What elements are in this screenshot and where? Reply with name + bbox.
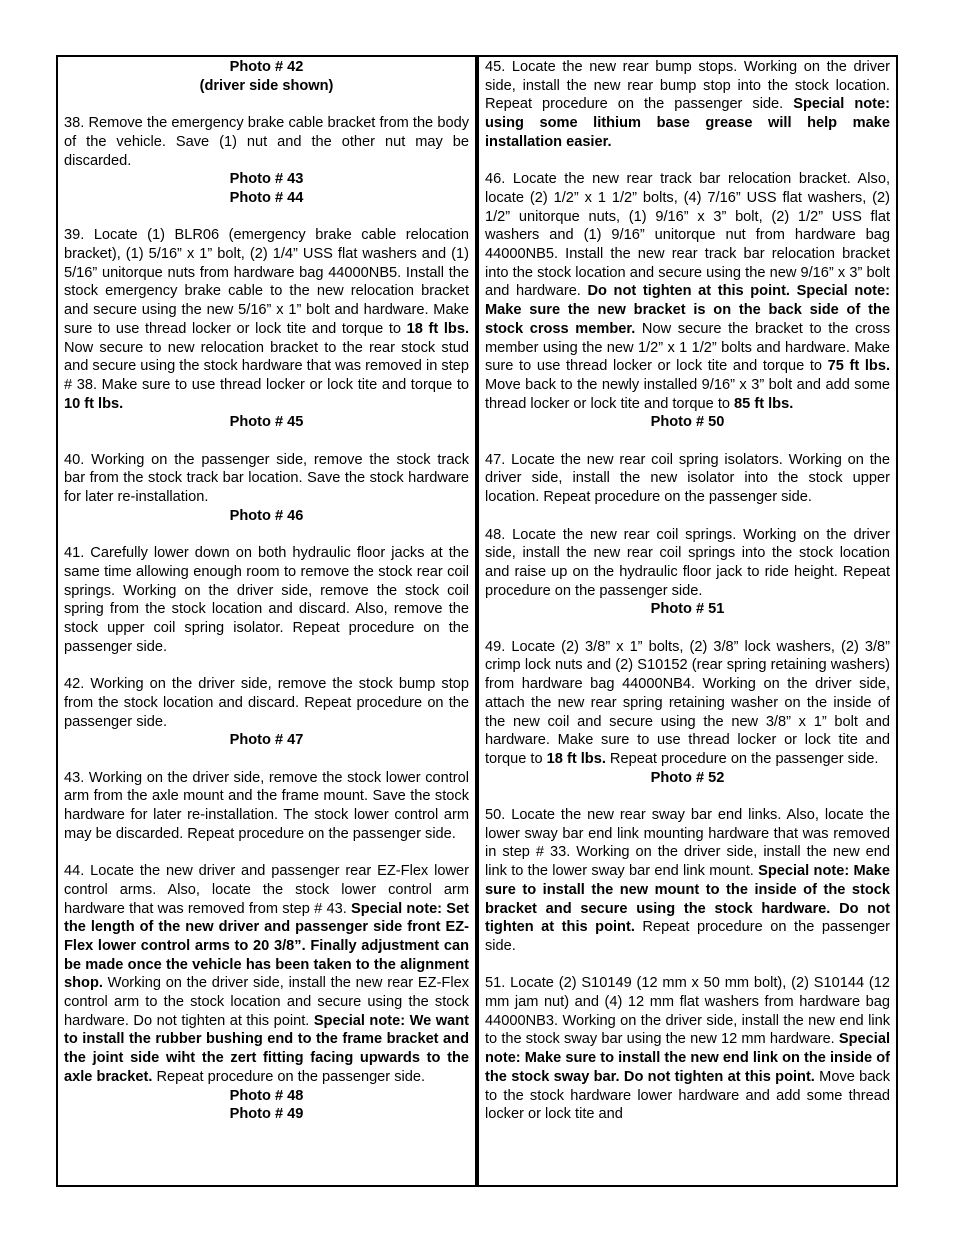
left-column: [64, 58, 469, 1124]
photo-caption: Photo # 46: [229, 507, 304, 524]
step-50: 50. Locate the new rear sway bar end links. Also, locate the lower sway bar end link mounting hardware that was removed in step # 33. Working on the driver side, install the new end link to the lower sway bar end link mount. Special note: Make sure to install the new mount to the inside of the stock bracket and secure using the stock hardware. Do not tighten at this point. Repeat procedure on the passenger side.: [485, 807, 890, 954]
photo-caption: Photo # 49: [229, 1106, 304, 1123]
step-48: 48. Locate the new rear coil springs. Working on the driver side, install the new rear coil springs into the stock location and raise up on the hydraulic floor jack to ride height. Repeat procedure on the passenger side.: [485, 526, 890, 599]
step-49: 49. Locate (2) 3/8” x 1” bolts, (2) 3/8” lock washers, (2) 3/8” crimp lock nuts and (2) S10152 (rear spring retaining washers) from hardware bag 44000NB4. Working on the driver side, attach the new rear spring retaining washer on the inside of the new coil and secure using the new 3/8” x 1” bolt and hardware. Make sure to use thread locker or lock tite and torque to 18 ft lbs. Repeat procedure on the passenger side.: [485, 638, 890, 767]
photo-caption: Photo # 51: [650, 601, 725, 618]
photo-caption: Photo # 44: [229, 189, 304, 206]
step-47: 47. Locate the new rear coil spring isolators. Working on the driver side, install the new isolator into the stock upper location. Repeat procedure on the passenger side.: [485, 451, 890, 506]
photo-caption: Photo # 45: [229, 414, 304, 431]
photo-caption: Photo # 47: [229, 732, 304, 749]
step-38: 38. Remove the emergency brake cable bracket from the body of the vehicle. Save (1) nut and the other nut may be discarded.: [64, 115, 469, 169]
photo-caption: Photo # 50: [650, 414, 725, 431]
step-39: 39. Locate (1) BLR06 (emergency brake cable relocation bracket), (1) 5/16” x 1” bolt, (2) 1/4” USS flat washers and (1) 5/16” unitorque nuts from hardware bag 44000NB5. Install the stock emergency brake cable to the new relocation bracket and secure using the new 5/16” x 1” bolt and hardware. Make sure to use thread locker or lock tite and torque to 18 ft lbs. Now secure to new relocation bracket to the rear stock stud and secure using the stock hardware that was removed in step # 38. Make sure to use thread locker or lock tite and torque to 10 ft lbs.: [64, 227, 470, 412]
photo-caption: Photo # 43: [229, 171, 304, 188]
photo-caption-note: (driver side shown): [199, 77, 334, 94]
column-divider: [475, 55, 479, 1187]
step-42: 42. Working on the driver side, remove the stock bump stop from the stock location and discard. Repeat procedure on the passenger side.: [64, 676, 469, 730]
step-43: 43. Working on the driver side, remove the stock lower control arm from the axle mount and the frame mount. Save the stock hardware for later re-installation. The stock lower control arm may be discarded. Repeat procedure on the passenger side.: [64, 769, 469, 842]
right-column: [485, 58, 890, 1124]
photo-caption: Photo # 42: [229, 59, 304, 75]
photo-caption: Photo # 52: [650, 769, 725, 786]
step-51: 51. Locate (2) S10149 (12 mm x 50 mm bolt), (2) S10144 (12 mm jam nut) and (4) 12 mm flat washers from hardware bag 44000NB3. Working on the driver side, install the new end link to the stock sway bar using the new 12 mm hardware. Special note: Make sure to install the new end link on the inside of the stock sway bar. Do not tighten at this point. Move back to the stock hardware lower hardware and add some thread locker or lock tite and: [485, 975, 891, 1123]
step-40: 40. Working on the passenger side, remove the stock track bar from the stock track bar location. Save the stock hardware for later re-installation.: [64, 451, 469, 506]
step-41: 41. Carefully lower down on both hydraulic floor jacks at the same time allowing enough room to remove the stock rear coil springs. Working on the driver side, remove the stock coil spring from the stock location and discard. Also, remove the stock upper coil spring isolator. Repeat procedure on the passenger side.: [64, 545, 469, 655]
step-44: 44. Locate the new driver and passenger rear EZ-Flex lower control arms. Also, locate the stock lower control arm hardware that was removed from step # 43. Special note: Set the length of the new driver and passenger side front EZ-Flex lower control arms to 20 3/8”. Finally adjustment can be made once the vehicle has been taken to the alignment shop. Working on the driver side, install the new rear EZ-Flex control arm to the stock location and secure using the stock hardware. Do not tighten at this point. Special note: We want to install the rubber bushing end to the frame bracket and the joint side wiht the zert fitting facing upwards to the axle bracket. Repeat procedure on the passenger side.: [64, 863, 469, 1085]
step-46: 46. Locate the new rear track bar relocation bracket. Also, locate (2) 1/2” x 1 1/2” bolts, (4) 7/16” USS flat washers, (2) 1/2” unitorque nuts, (1) 9/16” x 3” bolt, (2) 1/2” USS flat washers and (1) 9/16” unitorque nut from hardware bag 44000NB5. Install the new rear track bar relocation bracket into the stock location and secure using the new 9/16” x 3” bolt and hardware. Do not tighten at this point. Special note: Make sure the new bracket is on the back side of the stock cross member. Now secure the bracket to the cross member using the new 1/2” x 1 1/2” bolts and hardware. Make sure to use thread locker or lock tite and torque to 75 ft lbs. Move back to the newly installed 9/16” x 3” bolt and add some thread locker or lock tite and torque to 85 ft lbs.: [485, 171, 891, 412]
photo-caption: Photo # 48: [229, 1087, 304, 1104]
step-45: 45. Locate the new rear bump stops. Working on the driver side, install the new rear bump stop into the stock location. Repeat procedure on the passenger side. Special note: using some lithium base grease will help make installation easier.: [485, 59, 890, 150]
